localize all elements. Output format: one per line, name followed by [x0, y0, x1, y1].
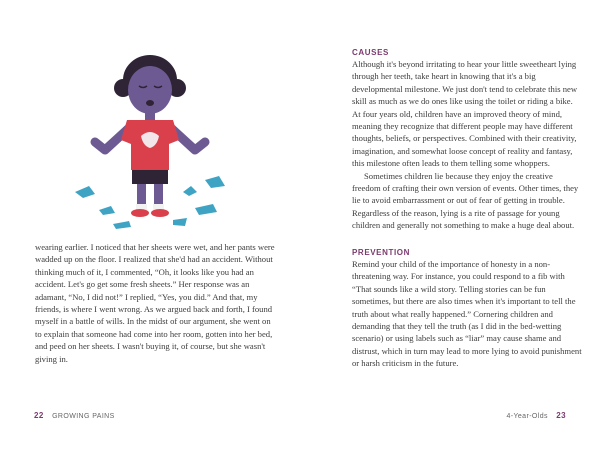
- left-folio: [28, 411, 115, 420]
- causes-paragraph-2: Sometimes children lie because they enjoy the creative freedom of crafting their own version of events. Other times, they lie to avoid embarrassment or out of fear of getting in trouble. Regardless of the reason, lying is a rite of passage for young children and generally not something to make a huge deal about.: [352, 170, 579, 231]
- right-running-head: 4-Year-Olds: [506, 413, 548, 420]
- right-page: [300, 0, 600, 450]
- left-paragraph: wearing earlier. I noticed that her sheets were wet, and her pants were wadded up on the floor. I realized that she'd had an accident. Without thinking much of it, I commented, “Oh, it looks like you had an accident. Let's go get some fresh sheets.” Her response was an adamant, “No, I did not!” I replied, “Yes, you did.” And that, my friends, is where I went wrong. As we argued back and forth, I found myself in a battle of wills. In the midst of our argument, she went on to explain that someone had come into her room, gotten into her bed, and peed on her sheets. I wasn't buying it, of course, but she wasn't giving in.: [35, 242, 275, 364]
- child-illustration: [55, 40, 245, 240]
- right-folio: [506, 411, 572, 420]
- causes-heading: CAUSES: [352, 48, 389, 57]
- left-page-number: 22: [34, 411, 44, 420]
- right-page-number: 23: [556, 411, 566, 420]
- causes-section: [352, 58, 582, 232]
- prevention-section: [352, 258, 582, 370]
- left-body-text: [35, 241, 275, 365]
- prevention-paragraph: Remind your child of the importance of honesty in a non-threatening way. For instance, you could respond to a fib with “That sounds like a wild story. Telling stories can be fun sometimes, but there are also times when it's important to tell the truth about what really happened.” Cornering children and demanding that they tell the truth (as I did in the bed-wetting scenario) or using labels such as “liar” may cause shame and distrust, which in turn may lead to more lying to avoid punishment or harsh criticism in the future.: [352, 259, 582, 369]
- left-running-head: GROWING PAINS: [52, 413, 115, 420]
- prevention-heading: PREVENTION: [352, 248, 411, 257]
- causes-paragraph-1: Although it's beyond irritating to hear your little sweetheart lying through her teeth, take heart in knowing that it's a big developmental milestone. We just don't tend to celebrate this new skill as much as we do ones like using the toilet or riding a bike. At four years old, children have an improved theory of mind, meaning they recognize that different people may have different thoughts, beliefs, or perspectives. Combined with their creativity, imagination, and somewhat loose concept of reality and fantasy, this milestone often leads to them telling some whoppers.: [352, 59, 578, 169]
